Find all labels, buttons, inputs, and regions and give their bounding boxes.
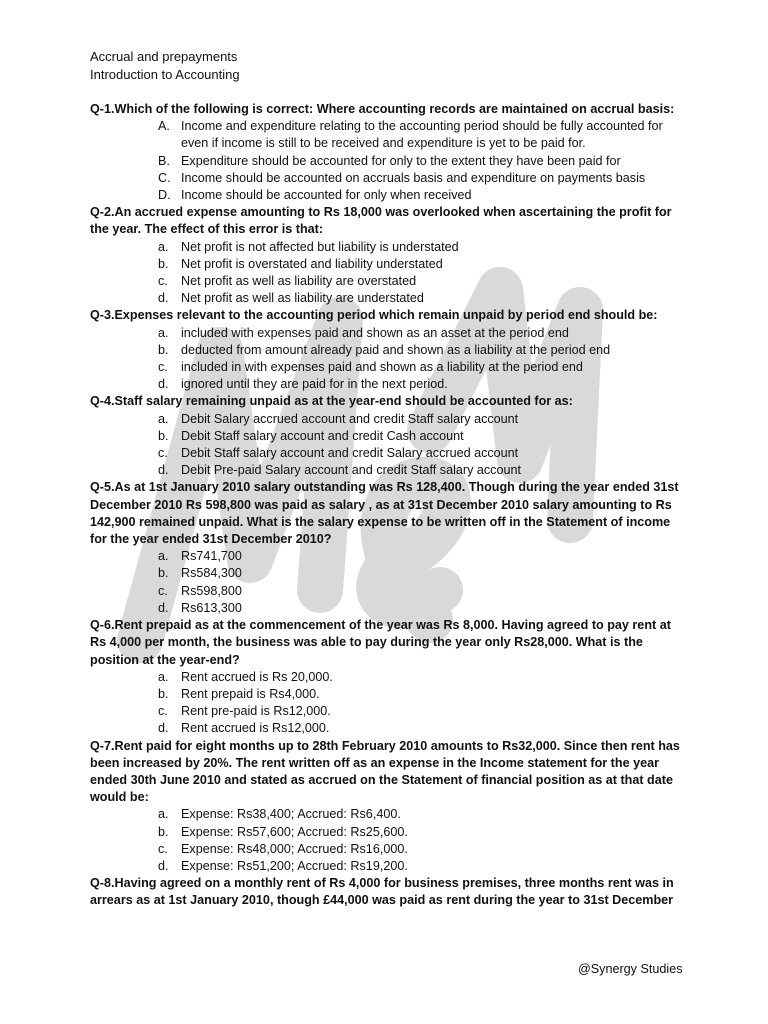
answer-option [90, 256, 690, 273]
question-text: Q-4.Staff salary remaining unpaid as at the year-end should be accounted for as: [90, 394, 573, 409]
option-letter: a. [158, 411, 169, 426]
answer-option [90, 703, 690, 720]
answer-option [90, 858, 690, 875]
option-text: ignored until they are paid for in the next period. [181, 377, 448, 392]
question-block [90, 204, 690, 307]
question-text: Q-5.As at 1st January 2010 salary outstanding was Rs 128,400. Though during the year ended 31st December 2010 Rs 598,800 was paid as salary , as at 31st December 2010 salary amounting to Rs 142,900 remained unpaid. What is the salary expense to be written off in the Statement of income for the year ended 31st December 2010? [90, 480, 679, 547]
option-text: Net profit as well as liability are understated [181, 291, 424, 306]
answer-option [90, 686, 690, 703]
question-block [90, 875, 690, 909]
question-block [90, 738, 690, 876]
question-text: Q-6.Rent prepaid as at the commencement of the year was Rs 8,000. Having agreed to pay rent at Rs 4,000 per month, the business was able to pay during the year only Rs28,000. What is the position at the year-end? [90, 618, 671, 667]
option-letter: d. [158, 721, 169, 736]
option-text: Net profit as well as liability are overstated [181, 274, 417, 289]
answer-option [90, 462, 690, 479]
option-text: Rent accrued is Rs 20,000. [181, 669, 333, 684]
option-letter: C. [158, 170, 171, 185]
option-text: Debit Staff salary account and credit Cash account [181, 428, 464, 443]
header-subject: Introduction to Accounting [90, 67, 240, 82]
answer-option [90, 342, 690, 359]
option-text: Expense: Rs48,000; Accrued: Rs16,000. [181, 841, 408, 856]
answer-option [90, 376, 690, 393]
option-letter: c. [158, 360, 168, 375]
question-text: Q-1.Which of the following is correct: Where accounting records are maintained on accrual basis: [90, 102, 675, 116]
option-letter: d. [158, 858, 169, 873]
option-letter: d. [158, 463, 169, 478]
question-text: Q-7.Rent paid for eight months up to 28th February 2010 amounts to Rs32,000. Since then rent has been increased by 20%. The rent written off as an expense in the Income statement for the year ended 30th June 2010 and stated as accrued on the Statement of financial position as at that date would be: [90, 738, 680, 805]
question-block [90, 479, 690, 617]
option-letter: B. [158, 153, 170, 168]
answer-option [90, 290, 690, 307]
answer-option [90, 806, 690, 823]
answer-option [90, 565, 690, 582]
option-text: Rs584,300 [181, 566, 242, 581]
option-letter: d. [158, 377, 169, 392]
option-letter: a. [158, 669, 169, 684]
option-list [90, 118, 690, 204]
question-block [90, 617, 690, 737]
option-letter: b. [158, 686, 169, 701]
answer-option [90, 118, 690, 152]
option-list [90, 806, 690, 875]
option-text: included with expenses paid and shown as an asset at the period end [181, 325, 569, 340]
answer-option [90, 583, 690, 600]
option-text: Rent pre-paid is Rs12,000. [181, 704, 331, 719]
answer-option [90, 720, 690, 737]
option-letter: a. [158, 239, 169, 254]
option-text: Debit Pre-paid Salary account and credit Staff salary account [181, 463, 521, 478]
option-letter: a. [158, 325, 169, 340]
option-text: Debit Staff salary account and credit Salary accrued account [181, 446, 519, 461]
option-letter: c. [158, 841, 168, 856]
answer-option [90, 445, 690, 462]
option-text: Income should be accounted on accruals basis and expenditure on payments basis [181, 170, 646, 185]
option-text: Income should be accounted for only when received [181, 188, 472, 203]
option-letter: b. [158, 428, 169, 443]
option-text: Debit Salary accrued account and credit Staff salary account [181, 411, 519, 426]
option-letter: D. [158, 188, 171, 203]
option-letter: c. [158, 583, 168, 598]
option-text: Rent prepaid is Rs4,000. [181, 686, 320, 701]
answer-option [90, 669, 690, 686]
option-text: deducted from amount already paid and shown as a liability at the period end [181, 342, 611, 357]
option-text: Net profit is not affected but liability is understated [181, 239, 459, 254]
option-text: Expense: Rs38,400; Accrued: Rs6,400. [181, 807, 401, 822]
question-block [90, 307, 690, 393]
question-text: Q-3.Expenses relevant to the accounting period which remain unpaid by period end should be: [90, 308, 658, 323]
answer-option [90, 411, 690, 428]
option-text: Income and expenditure relating to the accounting period should be fully accounted for even if income is still to be received and expenditure is yet to be paid for. [181, 119, 663, 151]
option-list [90, 411, 690, 480]
option-text: Expense: Rs57,600; Accrued: Rs25,600. [181, 824, 408, 839]
answer-option [90, 359, 690, 376]
option-letter: b. [158, 256, 169, 271]
answer-option [90, 170, 690, 187]
option-letter: c. [158, 274, 168, 289]
question-block [90, 101, 690, 204]
answer-option [90, 273, 690, 290]
option-letter: d. [158, 291, 169, 306]
option-text: Expenditure should be accounted for only to the extent they have been paid for [181, 153, 621, 168]
document-header [90, 48, 240, 84]
option-list [90, 669, 690, 738]
option-letter: b. [158, 566, 169, 581]
question-block [90, 393, 690, 479]
answer-option [90, 428, 690, 445]
question-text: Q-2.An accrued expense amounting to Rs 18,000 was overlooked when ascertaining the profit for the year. The effect of this error is that: [90, 205, 672, 237]
option-text: Rs741,700 [181, 549, 242, 564]
option-letter: b. [158, 342, 169, 357]
answer-option [90, 239, 690, 256]
option-letter: c. [158, 704, 168, 719]
answer-option [90, 548, 690, 565]
question-list [90, 101, 690, 910]
option-text: Rs598,800 [181, 583, 242, 598]
answer-option [90, 325, 690, 342]
option-text: Net profit is overstated and liability understated [181, 256, 443, 271]
header-topic: Accrual and prepayments [90, 49, 238, 64]
option-text: Expense: Rs51,200; Accrued: Rs19,200. [181, 858, 408, 873]
option-letter: b. [158, 824, 169, 839]
answer-option [90, 187, 690, 204]
answer-option [90, 600, 690, 617]
option-letter: a. [158, 549, 169, 564]
footer-credit: @Synergy Studies [578, 962, 683, 976]
option-letter: c. [158, 446, 168, 461]
option-letter: d. [158, 600, 169, 615]
option-list [90, 325, 690, 394]
option-list [90, 239, 690, 308]
option-text: Rent accrued is Rs12,000. [181, 721, 330, 736]
question-text: Q-8.Having agreed on a monthly rent of Rs 4,000 for business premises, three months rent was in arrears as at 1st January 2010, though £44,000 was paid as rent during the year to 31st December [90, 876, 674, 908]
answer-option [90, 153, 690, 170]
option-letter: a. [158, 807, 169, 822]
option-list [90, 548, 690, 617]
answer-option [90, 824, 690, 841]
answer-option [90, 841, 690, 858]
option-letter: A. [158, 119, 170, 134]
option-text: included in with expenses paid and shown as a liability at the period end [181, 360, 583, 375]
option-text: Rs613,300 [181, 600, 242, 615]
